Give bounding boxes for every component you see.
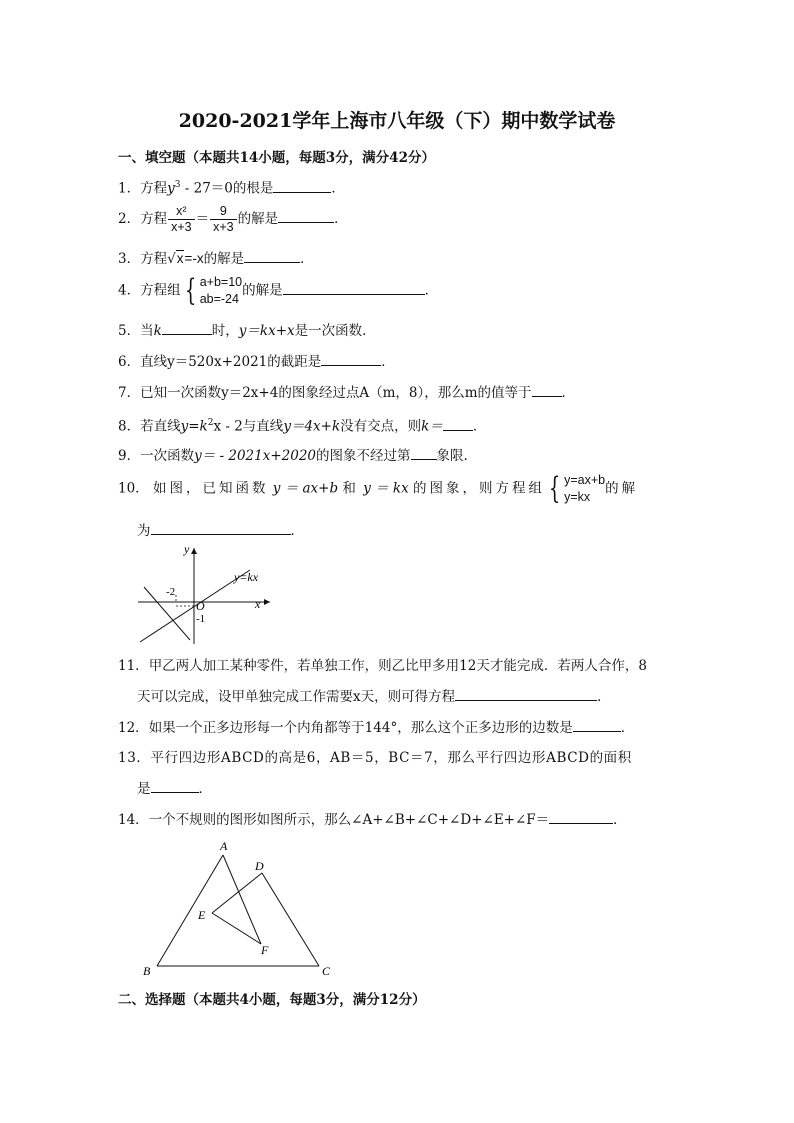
answer-blank[interactable]: [455, 686, 597, 701]
question-5: 5．当k 时，y＝kx+x是一次函数．: [118, 320, 376, 341]
graph-label-ykx: y=kx: [234, 570, 259, 584]
question-14: 14．一个不规则的图形如图所示，那么∠A+∠B+∠C+∠D+∠E+∠F＝ ．: [118, 809, 627, 830]
question-1: 1．方程$y^3 - 27=0$的根是 ．: [118, 175, 345, 199]
question-13: 13．平行四边形ABCD的高是6，AB＝5，BC＝7，那么平行四边形ABCD的面积: [118, 750, 632, 766]
answer-blank[interactable]: [244, 248, 300, 263]
vertex-label-C: C: [322, 964, 331, 978]
left-fraction: $\frac{\text{x²}}{x+3}$: [168, 204, 195, 235]
brace-icon: {: [548, 471, 561, 506]
sqrt-symbol: √: [167, 251, 176, 267]
answer-blank[interactable]: [151, 778, 199, 793]
question-10-line-2: 为 ．: [137, 520, 304, 541]
vertex-label-B: B: [143, 964, 151, 978]
section-heading-multiple-choice: 二、选择题（本题共4小题，每题3分，满分12分）: [118, 992, 426, 1008]
question-11-line-2: 天可以完成，设甲单独完成工作需要x天，则可得方程 ．: [137, 686, 611, 707]
question-2: 2．方程 $\frac{\text{x²}}{x+3}$ ＝ $\frac{9}{x+3}$ 的解是 ．: [118, 204, 348, 234]
segment-CD: [262, 873, 319, 966]
answer-blank[interactable]: [283, 280, 425, 295]
graph-label-minus1: -1: [196, 613, 206, 625]
question-6: 6．直线y＝520x+2021的截距是 ．: [118, 351, 395, 372]
vertex-label-F: F: [261, 943, 269, 957]
question-9: 9．一次函数y＝ - 2021x+2020的图象不经过第 象限.: [118, 445, 468, 466]
answer-blank[interactable]: [443, 416, 473, 431]
section-heading-fill-blank: 一、填空题（本题共14小题，每题3分，满分42分）: [118, 150, 435, 166]
answer-blank[interactable]: [278, 208, 334, 223]
answer-blank[interactable]: [321, 351, 381, 366]
graph-label-x: x: [255, 597, 261, 611]
graph-label-minus2: -2: [166, 586, 176, 598]
vertex-label-D: D: [255, 859, 264, 873]
brace-icon: {: [184, 273, 196, 308]
graph-label-origin: O: [196, 599, 205, 613]
function-graph: [130, 540, 280, 650]
question-4: 4．方程组 { a+b=10 ab=-24 的解是 ．: [118, 273, 439, 308]
segment-DE: [212, 873, 262, 913]
answer-blank[interactable]: [411, 445, 437, 460]
answer-blank[interactable]: [151, 520, 291, 535]
page-title: 2020-2021学年上海市八年级（下）期中数学试卷: [178, 110, 616, 132]
answer-blank[interactable]: [162, 320, 212, 335]
question-12: 12．如果一个正多边形每一个内角都等于144°，那么这个正多边形的边数是 ．: [118, 717, 634, 738]
y-axis-arrow-icon: [191, 548, 197, 554]
equation-system: y=ax+b y=kx: [564, 473, 606, 504]
right-fraction: $\frac{9}{x+3}$: [210, 204, 237, 235]
answer-blank[interactable]: [273, 178, 331, 193]
answer-blank[interactable]: [573, 717, 621, 732]
equation-system: a+b=10 ab=-24: [199, 275, 243, 306]
question-7: 7．已知一次函数y＝2x+4的图象经过点A（m，8），那么m的值等于 ．: [118, 382, 575, 403]
question-11: 11．甲乙两人加工某种零件，若单独工作，则乙比甲多用12天才能完成．若两人合作，8: [118, 658, 647, 674]
vertex-label-A: A: [220, 839, 228, 853]
graph-label-y: y: [184, 542, 190, 556]
vertex-label-E: E: [198, 908, 206, 922]
segment-AB: [157, 855, 223, 966]
question-10: 10． 如图，已知函数 y ＝ ax+b 和 y ＝ kx 的图象，则方程组 { y=ax+b y=kx 的解: [118, 471, 639, 506]
answer-blank[interactable]: [549, 809, 613, 824]
answer-blank[interactable]: [532, 382, 562, 397]
question-13-line-2: 是 ．: [137, 778, 212, 799]
x-axis-arrow-icon: [264, 599, 270, 605]
question-3: 3．方程√x=-x的解是 ．: [118, 248, 314, 269]
question-8: 8．若直线$y=k^2x - 2$与直线y＝4x+k没有交点，则k＝ ．: [118, 413, 486, 437]
segment-EF: [212, 913, 261, 944]
irregular-figure: [135, 835, 345, 980]
